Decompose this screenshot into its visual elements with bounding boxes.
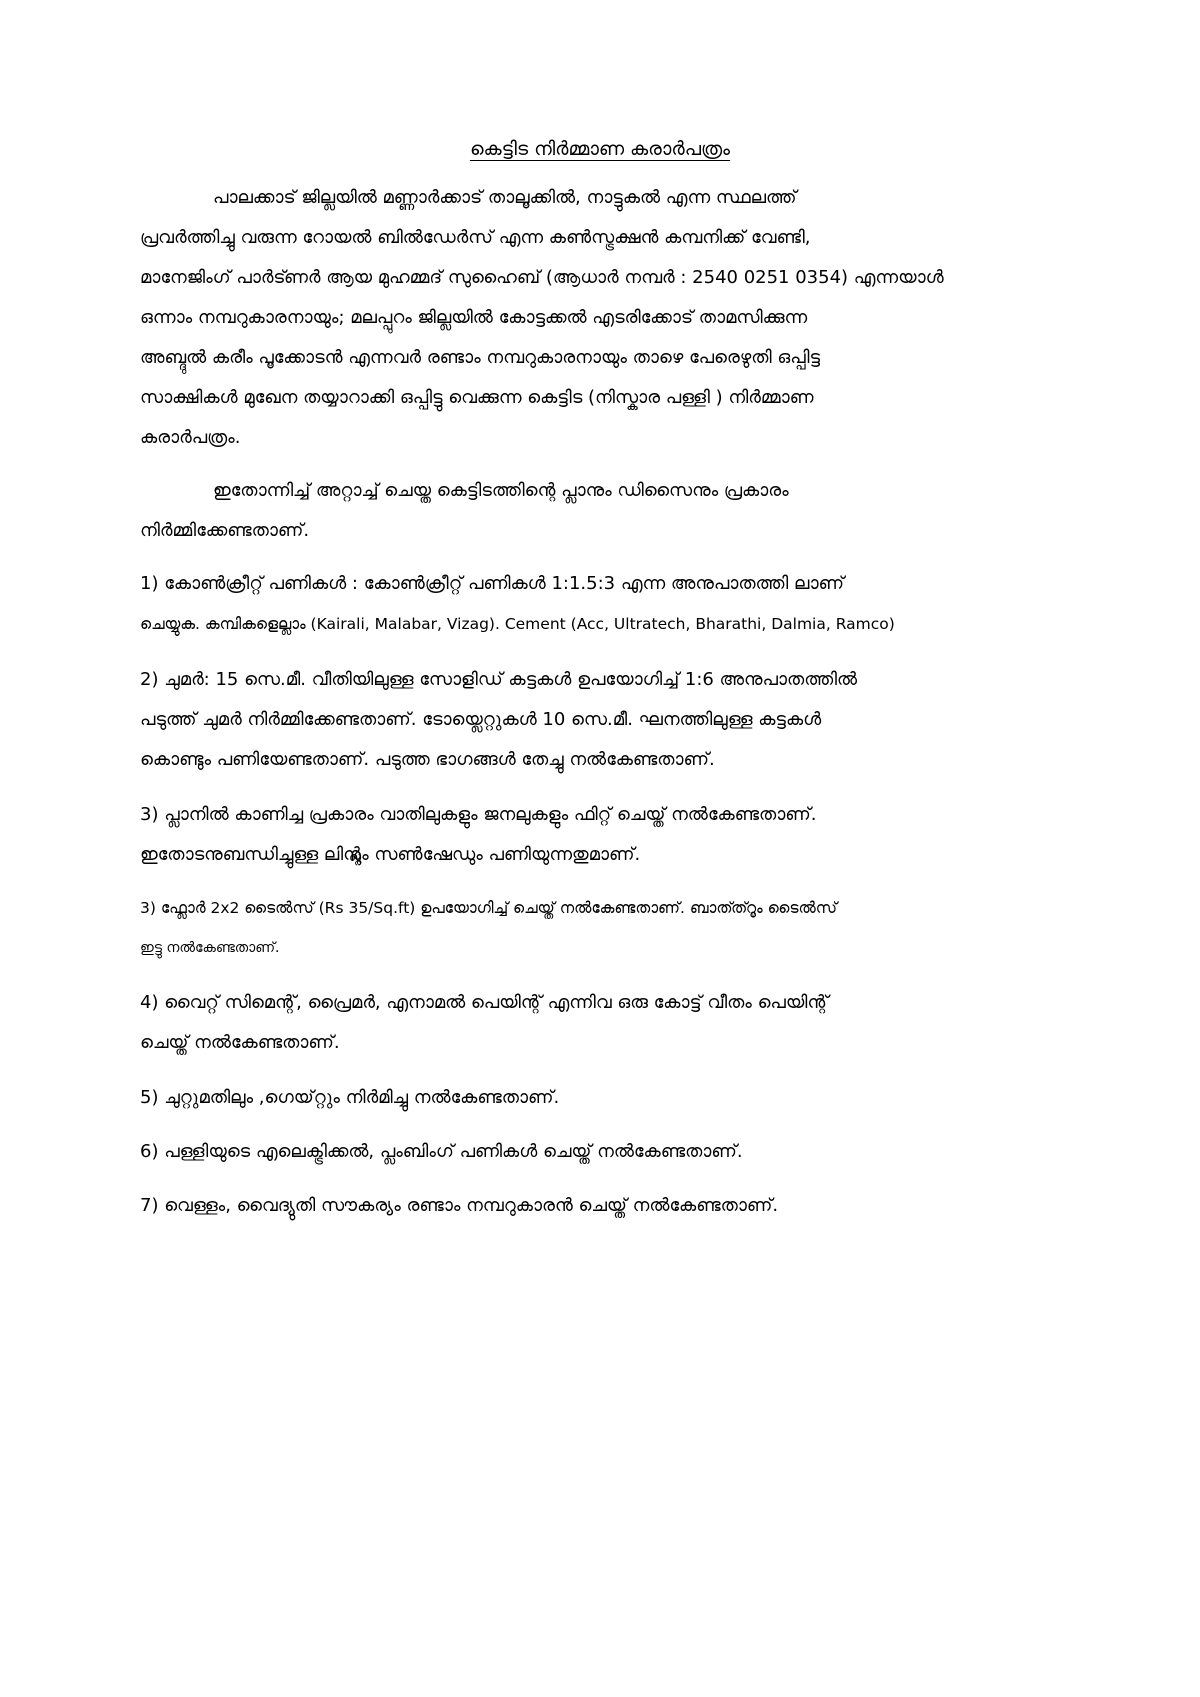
intro-line: സാക്ഷികൾ മുഖേന തയ്യാറാക്കി ഒപ്പിട്ടു വെക്കുന്ന കെട്ടിട (നിസ്കാര പള്ളി ) നിർമ്മാണ [140, 387, 814, 408]
clause-2 [140, 660, 1070, 780]
clause-6 [140, 1132, 1070, 1172]
clause-line: 3) ഫ്ലോർ 2x2 ടൈൽസ് (Rs 35/Sq.ft) ഉപയോഗിച്ച് ചെയ്ത് നൽകേണ്ടതാണ്. ബാത്ത്റൂം ടൈൽസ് [140, 899, 838, 917]
clause-3-doors [140, 795, 1070, 875]
document-title: കെട്ടിട നിർമ്മാണ കരാർപത്രം [469, 138, 731, 160]
clause-line: കൊണ്ടും പണിയേണ്ടതാണ്. പടുത്ത ഭാഗങ്ങൾ തേച്ചു നൽകേണ്ടതാണ്. [140, 749, 715, 770]
clause-4 [140, 983, 1070, 1063]
clause-line: 2) ചുമർ: 15 സെ.മീ. വീതിയിലുള്ള സോളിഡ് കട്ടകൾ ഉപയോഗിച്ച് 1:6 അനുപാതത്തിൽ [140, 669, 858, 690]
clause-line: ചെയ്യുക. കമ്പികളെല്ലാം (Kairali, Malabar, Vizag). Cement (Acc, Ultratech, Bharathi, Dalmia, Ramco) [140, 615, 895, 633]
clause-line: ഇട്ടു നൽകേണ്ടതാണ്. [140, 940, 280, 956]
intro-line: കരാർപത്രം. [140, 427, 241, 448]
intro-line: അബ്ദുൽ കരീം പൂക്കോടൻ എന്നവർ രണ്ടാം നമ്പറുകാരനായും താഴെ പേരെഴുതി ഒപ്പിട്ട [140, 347, 821, 368]
clause-line: ഇതോടനുബന്ധിച്ചുള്ള ലിന്റ്ലും സൺഷേഡും പണിയുന്നതുമാണ്. [140, 844, 641, 865]
clause-line: 5) ചുറ്റുമതിലും ,ഗെയ്റ്റും നിർമിച്ചു നൽകേണ്ടതാണ്. [140, 1087, 560, 1108]
attachment-line: ഇതോന്നിച്ച് അറ്റാച്ച് ചെയ്ത കെട്ടിടത്തിന്റെ പ്ലാനും ഡിസൈനും പ്രകാരം [213, 480, 789, 501]
attachment-paragraph [140, 471, 1070, 551]
clause-line: പടുത്ത് ചുമർ നിർമ്മിക്കേണ്ടതാണ്. ടോയ്ലെറ്റുകൾ 10 സെ.മീ. ഘനത്തിലുള്ള കട്ടകൾ [140, 709, 822, 730]
intro-line: ഒന്നാം നമ്പറുകാരനായും; മലപ്പുറം ജില്ലയിൽ കോട്ടക്കൽ എടരിക്കോട് താമസിക്കുന്ന [140, 307, 808, 328]
attachment-line: നിർമ്മിക്കേണ്ടതാണ്. [140, 520, 310, 541]
clause-line: 1) കോൺക്രീറ്റ് പണികൾ : കോൺക്രീറ്റ് പണികൾ 1:1.5:3 എന്ന അനുപാതത്തി ലാണ് [140, 573, 845, 594]
clause-5 [140, 1078, 1070, 1118]
clause-1 [140, 564, 1070, 644]
clause-line: 6) പള്ളിയുടെ എലെക്ട്രിക്കൽ, പ്ലംബിംഗ് പണികൾ ചെയ്ത് നൽകേണ്ടതാണ്. [140, 1141, 743, 1162]
clause-7 [140, 1186, 1070, 1226]
intro-paragraph [140, 178, 1070, 458]
intro-line: പാലക്കാട് ജില്ലയിൽ മണ്ണാർക്കാട് താലൂക്കിൽ, നാട്ടുകൽ എന്ന സ്ഥലത്ത് [213, 187, 797, 208]
clause-3-floor [140, 888, 1070, 968]
intro-line: പ്രവർത്തിച്ചു വരുന്ന റോയൽ ബിൽഡേർസ് എന്ന കൺസ്ട്രക്ഷൻ കമ്പനിക്ക് വേണ്ടി, [140, 227, 811, 248]
clause-line: 7) വെള്ളം, വൈദ്യുതി സൗകര്യം രണ്ടാം നമ്പറുകാരൻ ചെയ്ത് നൽകേണ്ടതാണ്. [140, 1195, 779, 1216]
intro-line: മാനേജിംഗ് പാർട്ണർ ആയ മുഹമ്മദ് സുഹൈബ് (ആധാർ നമ്പർ : 2540 0251 0354) എന്നയാൾ [140, 267, 944, 288]
clause-line: 4) വൈറ്റ് സിമെന്റ്, പ്രൈമർ, എനാമൽ പെയിന്റ് എന്നിവ ഒരു കോട്ട് വീതം പെയിന്റ് [140, 992, 829, 1013]
clause-line: ചെയ്ത് നൽകേണ്ടതാണ്. [140, 1032, 340, 1053]
clause-line: 3) പ്ലാനിൽ കാണിച്ച പ്രകാരം വാതിലുകളും ജനലുകളും ഫിറ്റ് ചെയ്ത് നൽകേണ്ടതാണ്. [140, 804, 817, 825]
